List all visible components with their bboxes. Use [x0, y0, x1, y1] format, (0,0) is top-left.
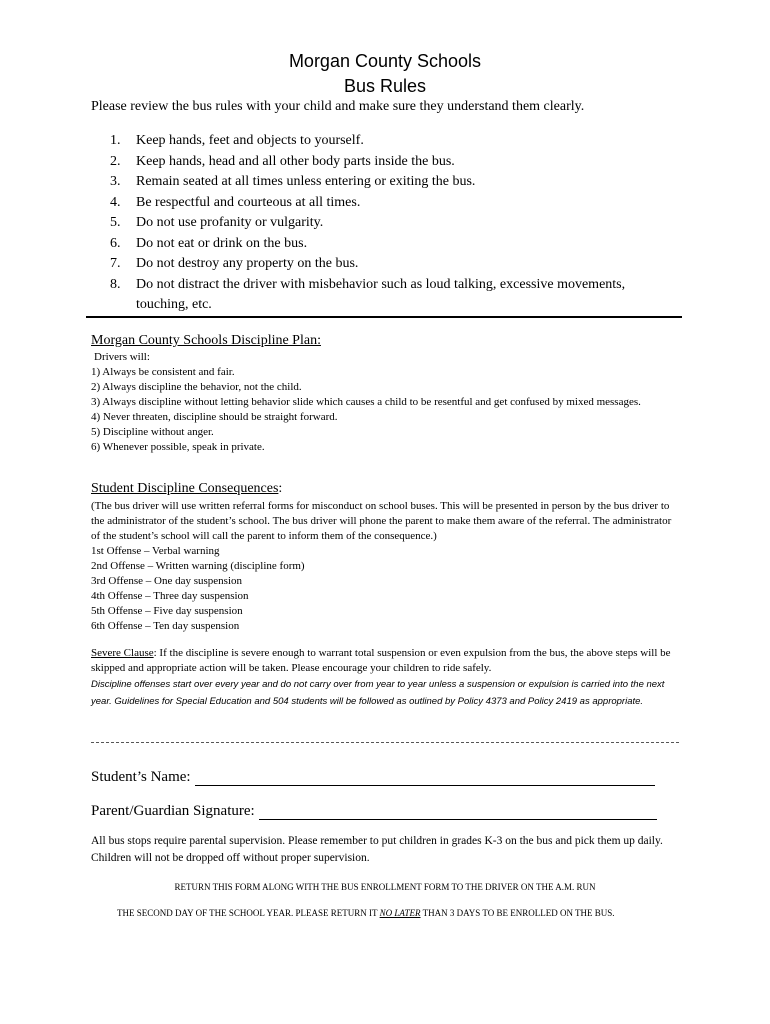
- offense-item: 5th Offense – Five day suspension: [91, 605, 243, 617]
- rule-item: 2. Keep hands, head and all other body parts inside the bus.: [110, 153, 455, 169]
- student-name-field[interactable]: [91, 768, 655, 786]
- student-name-label: Student’s Name:: [91, 769, 191, 785]
- page-title: Morgan County Schools: [288, 51, 482, 71]
- page-subtitle: Bus Rules: [343, 76, 427, 96]
- severe-clause: [91, 646, 681, 676]
- rule-item: 4. Be respectful and courteous at all times.: [110, 194, 361, 210]
- plan-item: 5) Discipline without anger.: [91, 426, 214, 438]
- consequences-body: [91, 499, 681, 634]
- severe-clause-text: : If the discipline is severe enough to warrant total suspension or even expulsion from the bus, the above steps will be skipped and appropriate action will be taken. Please encourage your children to ride safely.: [91, 647, 671, 674]
- return-instructions-1: RETURN THIS FORM ALONG WITH THE BUS ENROLLMENT FORM TO THE DRIVER ON THE A.M. RUN: [174, 882, 596, 892]
- offense-item: 4th Offense – Three day suspension: [91, 590, 249, 602]
- return-instructions-2: THE SECOND DAY OF THE SCHOOL YEAR. PLEASE RETURN IT NO LATER THAN 3 DAYS TO BE ENROLLED ON THE BUS.: [117, 908, 615, 918]
- offense-item: 2nd Offense – Written warning (discipline form): [91, 560, 305, 572]
- rule-item: 3. Remain seated at all times unless entering or exiting the bus.: [110, 174, 476, 189]
- drivers-will-label: Drivers will:: [94, 351, 150, 363]
- rule-item: 6. Do not eat or drink on the bus.: [110, 235, 308, 251]
- rule-item: 5. Do not use profanity or vulgarity.: [110, 215, 324, 230]
- student-name-line[interactable]: [195, 771, 655, 786]
- parent-signature-field[interactable]: [91, 802, 657, 820]
- rule-item: 7. Do not destroy any property on the bus.: [110, 256, 359, 271]
- plan-item: 3) Always discipline without letting behavior slide which causes a child to be resentful and get confused by mixed messages.: [91, 396, 641, 408]
- policy-note: Discipline offenses start over every year and do not carry over from year to year unless a suspension or expulsion is carried into the next year. Guidelines for Special Education and 504 students will be followed as outlined by Policy 4373 and Policy 2419 as appropriate.: [91, 679, 665, 707]
- bus-rules-list: [110, 131, 680, 316]
- parent-signature-label: Parent/Guardian Signature:: [91, 803, 255, 819]
- plan-item: 4) Never threaten, discipline should be straight forward.: [91, 411, 338, 423]
- plan-item: 6) Whenever possible, speak in private.: [91, 441, 265, 453]
- discipline-plan-list: [91, 350, 681, 455]
- discipline-plan-heading: Morgan County Schools Discipline Plan:: [91, 333, 321, 348]
- no-later-emphasis: NO LATER: [379, 908, 421, 918]
- intro-text: Please review the bus rules with your child and make sure they understand them clearly.: [91, 99, 585, 114]
- severe-clause-label: Severe Clause: [91, 647, 154, 659]
- plan-item: 2) Always discipline the behavior, not the child.: [91, 381, 302, 393]
- plan-item: 1) Always be consistent and fair.: [91, 366, 235, 378]
- offense-item: 1st Offense – Verbal warning: [91, 545, 220, 557]
- offense-item: 3rd Offense – One day suspension: [91, 575, 243, 587]
- consequences-heading: Student Discipline Consequences:: [91, 481, 283, 496]
- rule-item: 1. Keep hands, feet and objects to yourself.: [110, 133, 364, 148]
- parent-signature-line[interactable]: [259, 805, 657, 820]
- rule-item: 8. Do not distract the driver with misbehavior such as loud talking, excessive movements, touching, etc.: [110, 276, 626, 312]
- offense-item: 6th Offense – Ten day suspension: [91, 620, 240, 632]
- bus-stops-note: All bus stops require parental supervision. Please remember to put children in grades K-3 on the bus and pick them up daily. Children will not be dropped off without proper supervision.: [91, 835, 663, 864]
- section-divider: [86, 316, 682, 318]
- cut-line: [91, 742, 679, 743]
- consequences-intro: (The bus driver will use written referral forms for misconduct on school buses. This will be presented in person by the bus driver to the administrator of the student’s school. The bus driver will phone the parent to make them aware of the referral. The administrator of the student’s school will call the parent to inform them of the consequence.): [91, 500, 672, 542]
